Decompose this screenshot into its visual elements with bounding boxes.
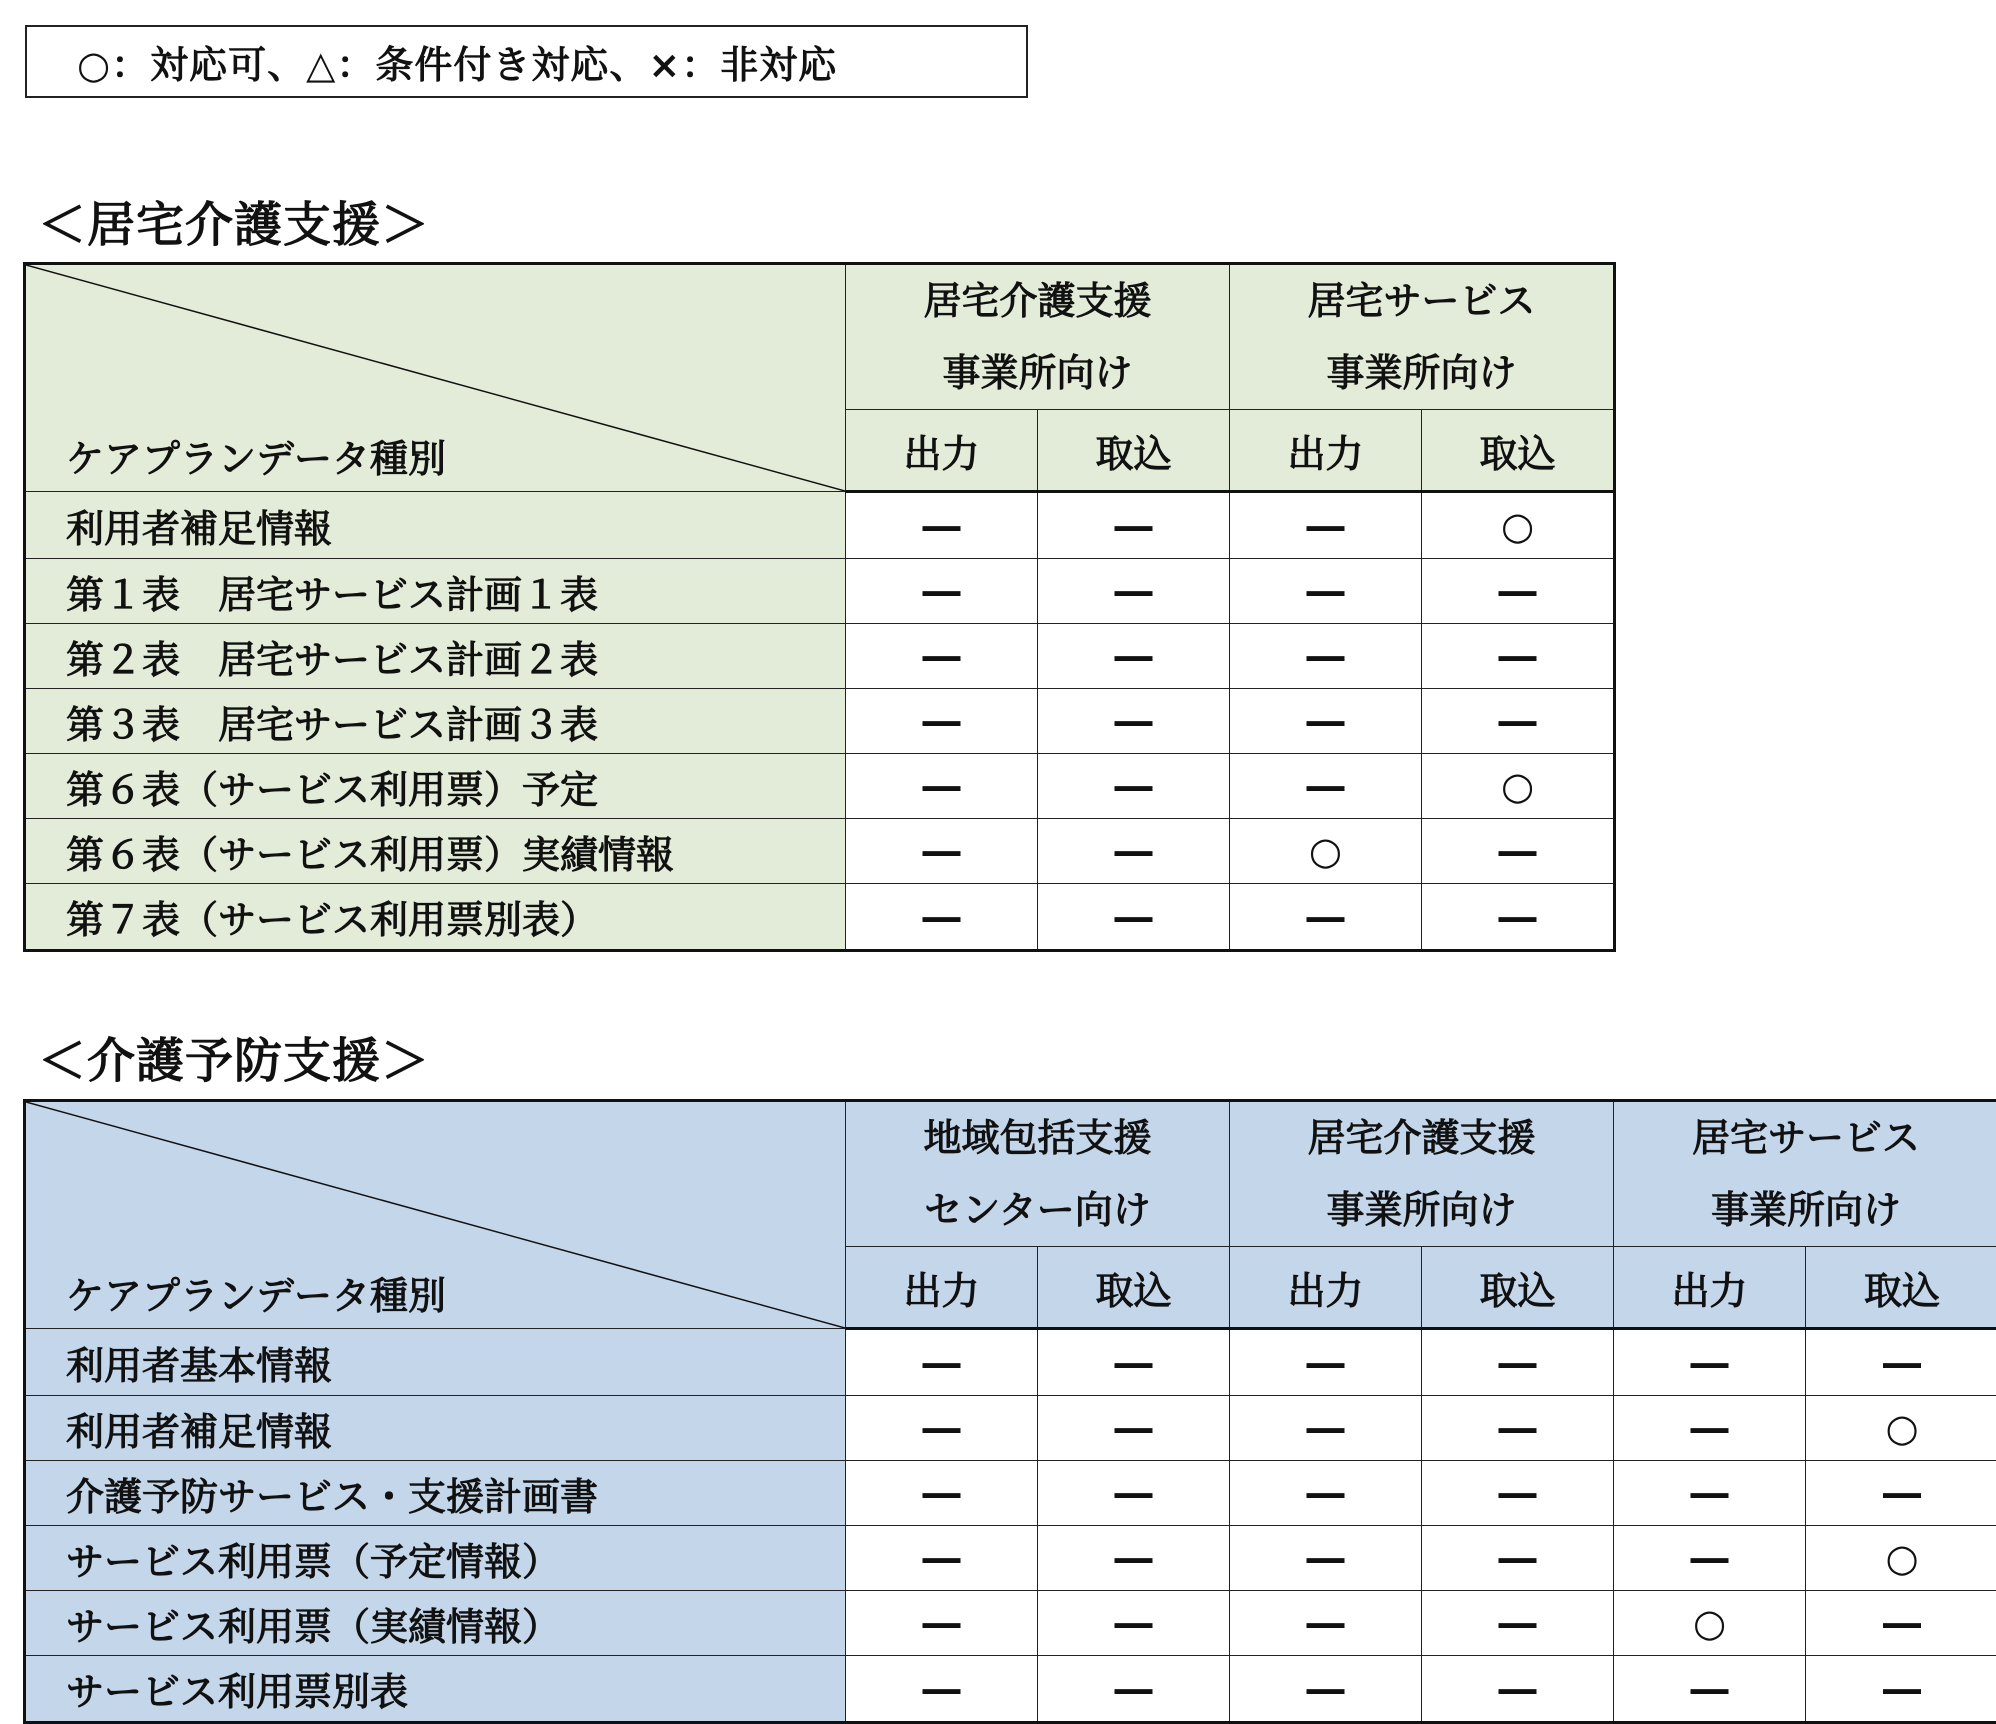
row-label: 第６表（サービス利用票）実績情報 <box>25 819 846 884</box>
table-row <box>25 624 1615 689</box>
value-cell: ― <box>846 1526 1038 1591</box>
group-header <box>1230 1101 1614 1247</box>
value-cell: ― <box>1038 624 1230 689</box>
value-cell: ○ <box>1806 1526 1996 1591</box>
table-row <box>25 819 1615 884</box>
table-row <box>25 754 1615 819</box>
row-label: 第６表（サービス利用票）予定 <box>25 754 846 819</box>
value-cell: ― <box>1422 624 1615 689</box>
row-label: 利用者基本情報 <box>25 1329 846 1396</box>
row-label: 介護予防サービス・支援計画書 <box>25 1461 846 1526</box>
group-header <box>1230 264 1615 410</box>
value-cell: ― <box>1422 1591 1614 1656</box>
group-header-line2: 事業所向け <box>846 337 1229 409</box>
value-cell: ― <box>1614 1329 1806 1396</box>
sub-header-import: 取込 <box>1422 410 1615 492</box>
group-header-line2: 事業所向け <box>1614 1174 1996 1246</box>
value-cell: ○ <box>1806 1396 1996 1461</box>
table-row <box>25 1329 1996 1396</box>
value-cell: ― <box>1230 492 1422 559</box>
row-label: 第３表 居宅サービス計画３表 <box>25 689 846 754</box>
sub-header-output: 出力 <box>1230 410 1422 492</box>
value-cell: ― <box>846 492 1038 559</box>
value-cell: ― <box>846 1329 1038 1396</box>
value-cell: ― <box>1038 819 1230 884</box>
value-cell: ― <box>1230 559 1422 624</box>
value-cell: ― <box>1038 1526 1230 1591</box>
row-label: 利用者補足情報 <box>25 1396 846 1461</box>
sub-header-import: 取込 <box>1038 410 1230 492</box>
value-cell: ― <box>1038 1656 1230 1723</box>
care-support-title: ＜居宅介護支援＞ <box>38 186 430 255</box>
row-label: サービス利用票（予定情報） <box>25 1526 846 1591</box>
group-header-line2: 事業所向け <box>1230 1174 1613 1246</box>
value-cell: ― <box>846 1396 1038 1461</box>
table-row <box>25 492 1615 559</box>
group-header-line1: 地域包括支援 <box>846 1102 1229 1174</box>
value-cell: ― <box>1422 884 1615 951</box>
group-header <box>846 1101 1230 1247</box>
sub-header-output: 出力 <box>1230 1247 1422 1329</box>
sub-header-import: 取込 <box>1806 1247 1996 1329</box>
value-cell: ― <box>1230 689 1422 754</box>
corner-label: ケアプランデータ種別 <box>66 428 446 483</box>
value-cell: ○ <box>1614 1591 1806 1656</box>
sub-header-output: 出力 <box>846 1247 1038 1329</box>
table-row <box>25 1461 1996 1526</box>
value-cell: ― <box>1038 754 1230 819</box>
row-label: 第７表（サービス利用票別表） <box>25 884 846 951</box>
value-cell: ― <box>1038 1329 1230 1396</box>
value-cell: ― <box>1038 559 1230 624</box>
legend-text: ○：対応可、△：条件付き対応、×：非対応 <box>77 34 837 89</box>
value-cell: ― <box>846 884 1038 951</box>
value-cell: ― <box>846 624 1038 689</box>
table-row <box>25 1526 1996 1591</box>
value-cell: ― <box>1230 1591 1422 1656</box>
row-label: 第１表 居宅サービス計画１表 <box>25 559 846 624</box>
value-cell: ― <box>1422 1461 1614 1526</box>
group-header <box>846 264 1230 410</box>
value-cell: ― <box>1806 1461 1996 1526</box>
value-cell: ― <box>1230 1461 1422 1526</box>
value-cell: ― <box>1806 1656 1996 1723</box>
group-header-line1: 居宅サービス <box>1230 265 1613 337</box>
value-cell: ― <box>1614 1656 1806 1723</box>
group-header-line1: 居宅介護支援 <box>1230 1102 1613 1174</box>
sub-header-output: 出力 <box>846 410 1038 492</box>
value-cell: ― <box>846 1656 1038 1723</box>
group-header-line1: 居宅サービス <box>1614 1102 1996 1174</box>
value-cell: ― <box>846 1591 1038 1656</box>
row-label: 第２表 居宅サービス計画２表 <box>25 624 846 689</box>
table-row <box>25 1656 1996 1723</box>
value-cell: ○ <box>1422 492 1615 559</box>
sub-header-import: 取込 <box>1038 1247 1230 1329</box>
value-cell: ― <box>1038 884 1230 951</box>
value-cell: ― <box>1422 1329 1614 1396</box>
value-cell: ― <box>1230 1329 1422 1396</box>
sub-header-import: 取込 <box>1422 1247 1614 1329</box>
value-cell: ― <box>1422 1396 1614 1461</box>
value-cell: ― <box>1806 1329 1996 1396</box>
table-row <box>25 1396 1996 1461</box>
value-cell: ― <box>846 754 1038 819</box>
value-cell: ― <box>1422 689 1615 754</box>
value-cell: ○ <box>1230 819 1422 884</box>
group-header <box>1614 1101 1996 1247</box>
value-cell: ― <box>1422 819 1615 884</box>
table-row <box>25 1591 1996 1656</box>
value-cell: ― <box>1038 689 1230 754</box>
value-cell: ― <box>1038 492 1230 559</box>
row-label: サービス利用票別表 <box>25 1656 846 1723</box>
value-cell: ― <box>1614 1526 1806 1591</box>
value-cell: ― <box>846 689 1038 754</box>
table-row <box>25 559 1615 624</box>
value-cell: ― <box>846 559 1038 624</box>
row-label: サービス利用票（実績情報） <box>25 1591 846 1656</box>
value-cell: ― <box>1038 1396 1230 1461</box>
value-cell: ○ <box>1422 754 1615 819</box>
value-cell: ― <box>1230 1656 1422 1723</box>
care-support-table <box>23 262 1616 952</box>
value-cell: ― <box>1806 1591 1996 1656</box>
corner-header-cell <box>25 1101 846 1329</box>
value-cell: ― <box>846 819 1038 884</box>
sub-header-output: 出力 <box>1614 1247 1806 1329</box>
table-row <box>25 689 1615 754</box>
value-cell: ― <box>1230 754 1422 819</box>
corner-label: ケアプランデータ種別 <box>66 1265 446 1320</box>
value-cell: ― <box>1038 1591 1230 1656</box>
value-cell: ― <box>1614 1396 1806 1461</box>
table-row <box>25 884 1615 951</box>
group-header-line2: 事業所向け <box>1230 337 1613 409</box>
value-cell: ― <box>1230 624 1422 689</box>
value-cell: ― <box>1422 559 1615 624</box>
value-cell: ― <box>1230 1396 1422 1461</box>
value-cell: ― <box>846 1461 1038 1526</box>
value-cell: ― <box>1230 1526 1422 1591</box>
value-cell: ― <box>1422 1656 1614 1723</box>
group-header-line2: センター向け <box>846 1174 1229 1246</box>
row-label: 利用者補足情報 <box>25 492 846 559</box>
group-header-line1: 居宅介護支援 <box>846 265 1229 337</box>
prevention-support-table <box>23 1099 1996 1724</box>
value-cell: ― <box>1614 1461 1806 1526</box>
prevention-support-title: ＜介護予防支援＞ <box>38 1022 430 1091</box>
value-cell: ― <box>1038 1461 1230 1526</box>
corner-header-cell <box>25 264 846 492</box>
legend-box <box>25 25 1028 98</box>
value-cell: ― <box>1230 884 1422 951</box>
value-cell: ― <box>1422 1526 1614 1591</box>
